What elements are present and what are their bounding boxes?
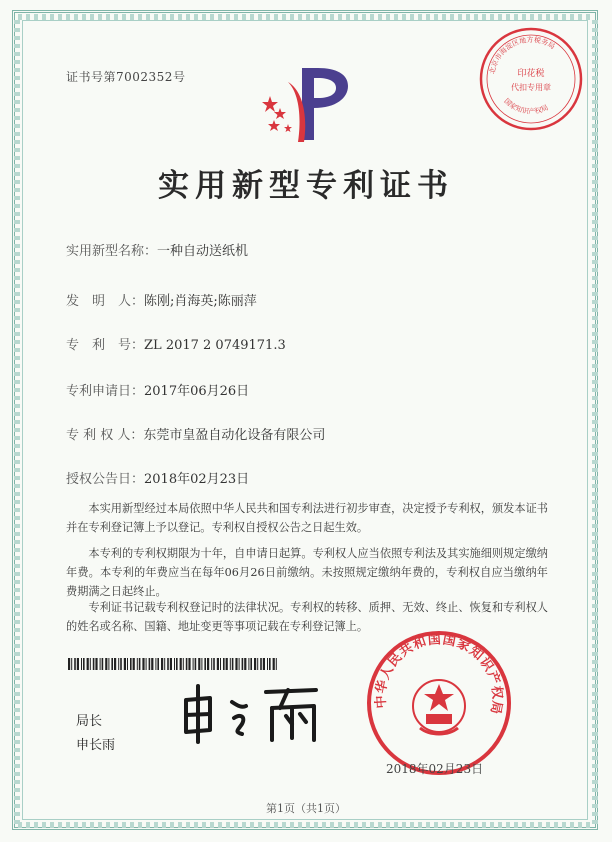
field-patentee — [66, 424, 325, 443]
director-title: 局长 — [76, 714, 103, 729]
body-paragraph: 本专利的专利权期限为十年，自申请日起算。专利权人应当依照专利法及其实施细则规定缴纳年费。本专利的年费应当在每年06月26日前缴纳。未按照规定缴纳年费的，专利权自应当缴纳年费期满之日起终止。 — [66, 547, 548, 598]
svg-text:印花税: 印花税 — [517, 69, 545, 79]
border-pattern-bottom — [18, 822, 594, 828]
page-indicator: 第1页（共1页） — [266, 802, 346, 815]
field-label: 专利申请日： — [66, 384, 145, 399]
certificate-title: 实用新型专利证书 — [158, 168, 454, 204]
body-paragraph: 专利证书记载专利权登记时的法律状况。专利权的转移、质押、无效、终止、恢复和专利权人的姓名或名称、国籍、地址变更等事项记载在专利登记簿上。 — [66, 601, 548, 633]
field-value: 2017年06月26日 — [144, 384, 250, 399]
field-value: 东莞市皇盈自动化设备有限公司 — [143, 428, 326, 443]
field-label: 专 利 号： — [66, 338, 145, 353]
field-value: ZL 2017 2 0749171.3 — [144, 338, 286, 353]
svg-text:代扣专用章: 代扣专用章 — [511, 83, 551, 92]
patent-office-logo-icon — [258, 62, 354, 152]
certificate-number: 证书号第7002352号 — [66, 70, 186, 84]
director-signature — [176, 678, 326, 748]
field-value: 2018年02月23日 — [144, 472, 250, 487]
barcode — [68, 658, 278, 670]
border-pattern-top — [18, 14, 594, 20]
body-paragraph: 本实用新型经过本局依照中华人民共和国专利法进行初步审查，决定授予专利权，颁发本证书并在专利登记簿上予以登记。专利权自授权公告之日起生效。 — [66, 502, 548, 534]
official-seal — [364, 628, 514, 778]
field-grant-date — [66, 468, 249, 487]
field-label: 授权公告日： — [66, 472, 145, 487]
issue-date: 2018年02月23日 — [386, 762, 484, 776]
director-name: 申长雨 — [76, 738, 116, 753]
border-pattern-right — [592, 18, 598, 824]
field-label: 发 明 人： — [66, 294, 145, 309]
tax-stamp-seal — [476, 24, 586, 134]
field-label: 专 利 权 人： — [66, 428, 144, 443]
svg-text:中华人民共和国国家知识产权局: 中华人民共和国国家知识产权局 — [373, 632, 505, 717]
svg-text:北京市海淀区地方税务局: 北京市海淀区地方税务局 — [488, 35, 557, 75]
field-value: 陈刚;肖海英;陈丽萍 — [144, 294, 257, 309]
svg-text:国家知识产权局: 国家知识产权局 — [502, 96, 550, 116]
field-utility-model-name — [66, 240, 248, 259]
field-patent-number — [66, 334, 286, 353]
border-pattern-left — [14, 18, 20, 824]
field-inventors — [66, 290, 257, 309]
field-value: 一种自动送纸机 — [157, 244, 249, 259]
field-label: 实用新型名称： — [66, 244, 158, 259]
field-filing-date — [66, 380, 249, 399]
